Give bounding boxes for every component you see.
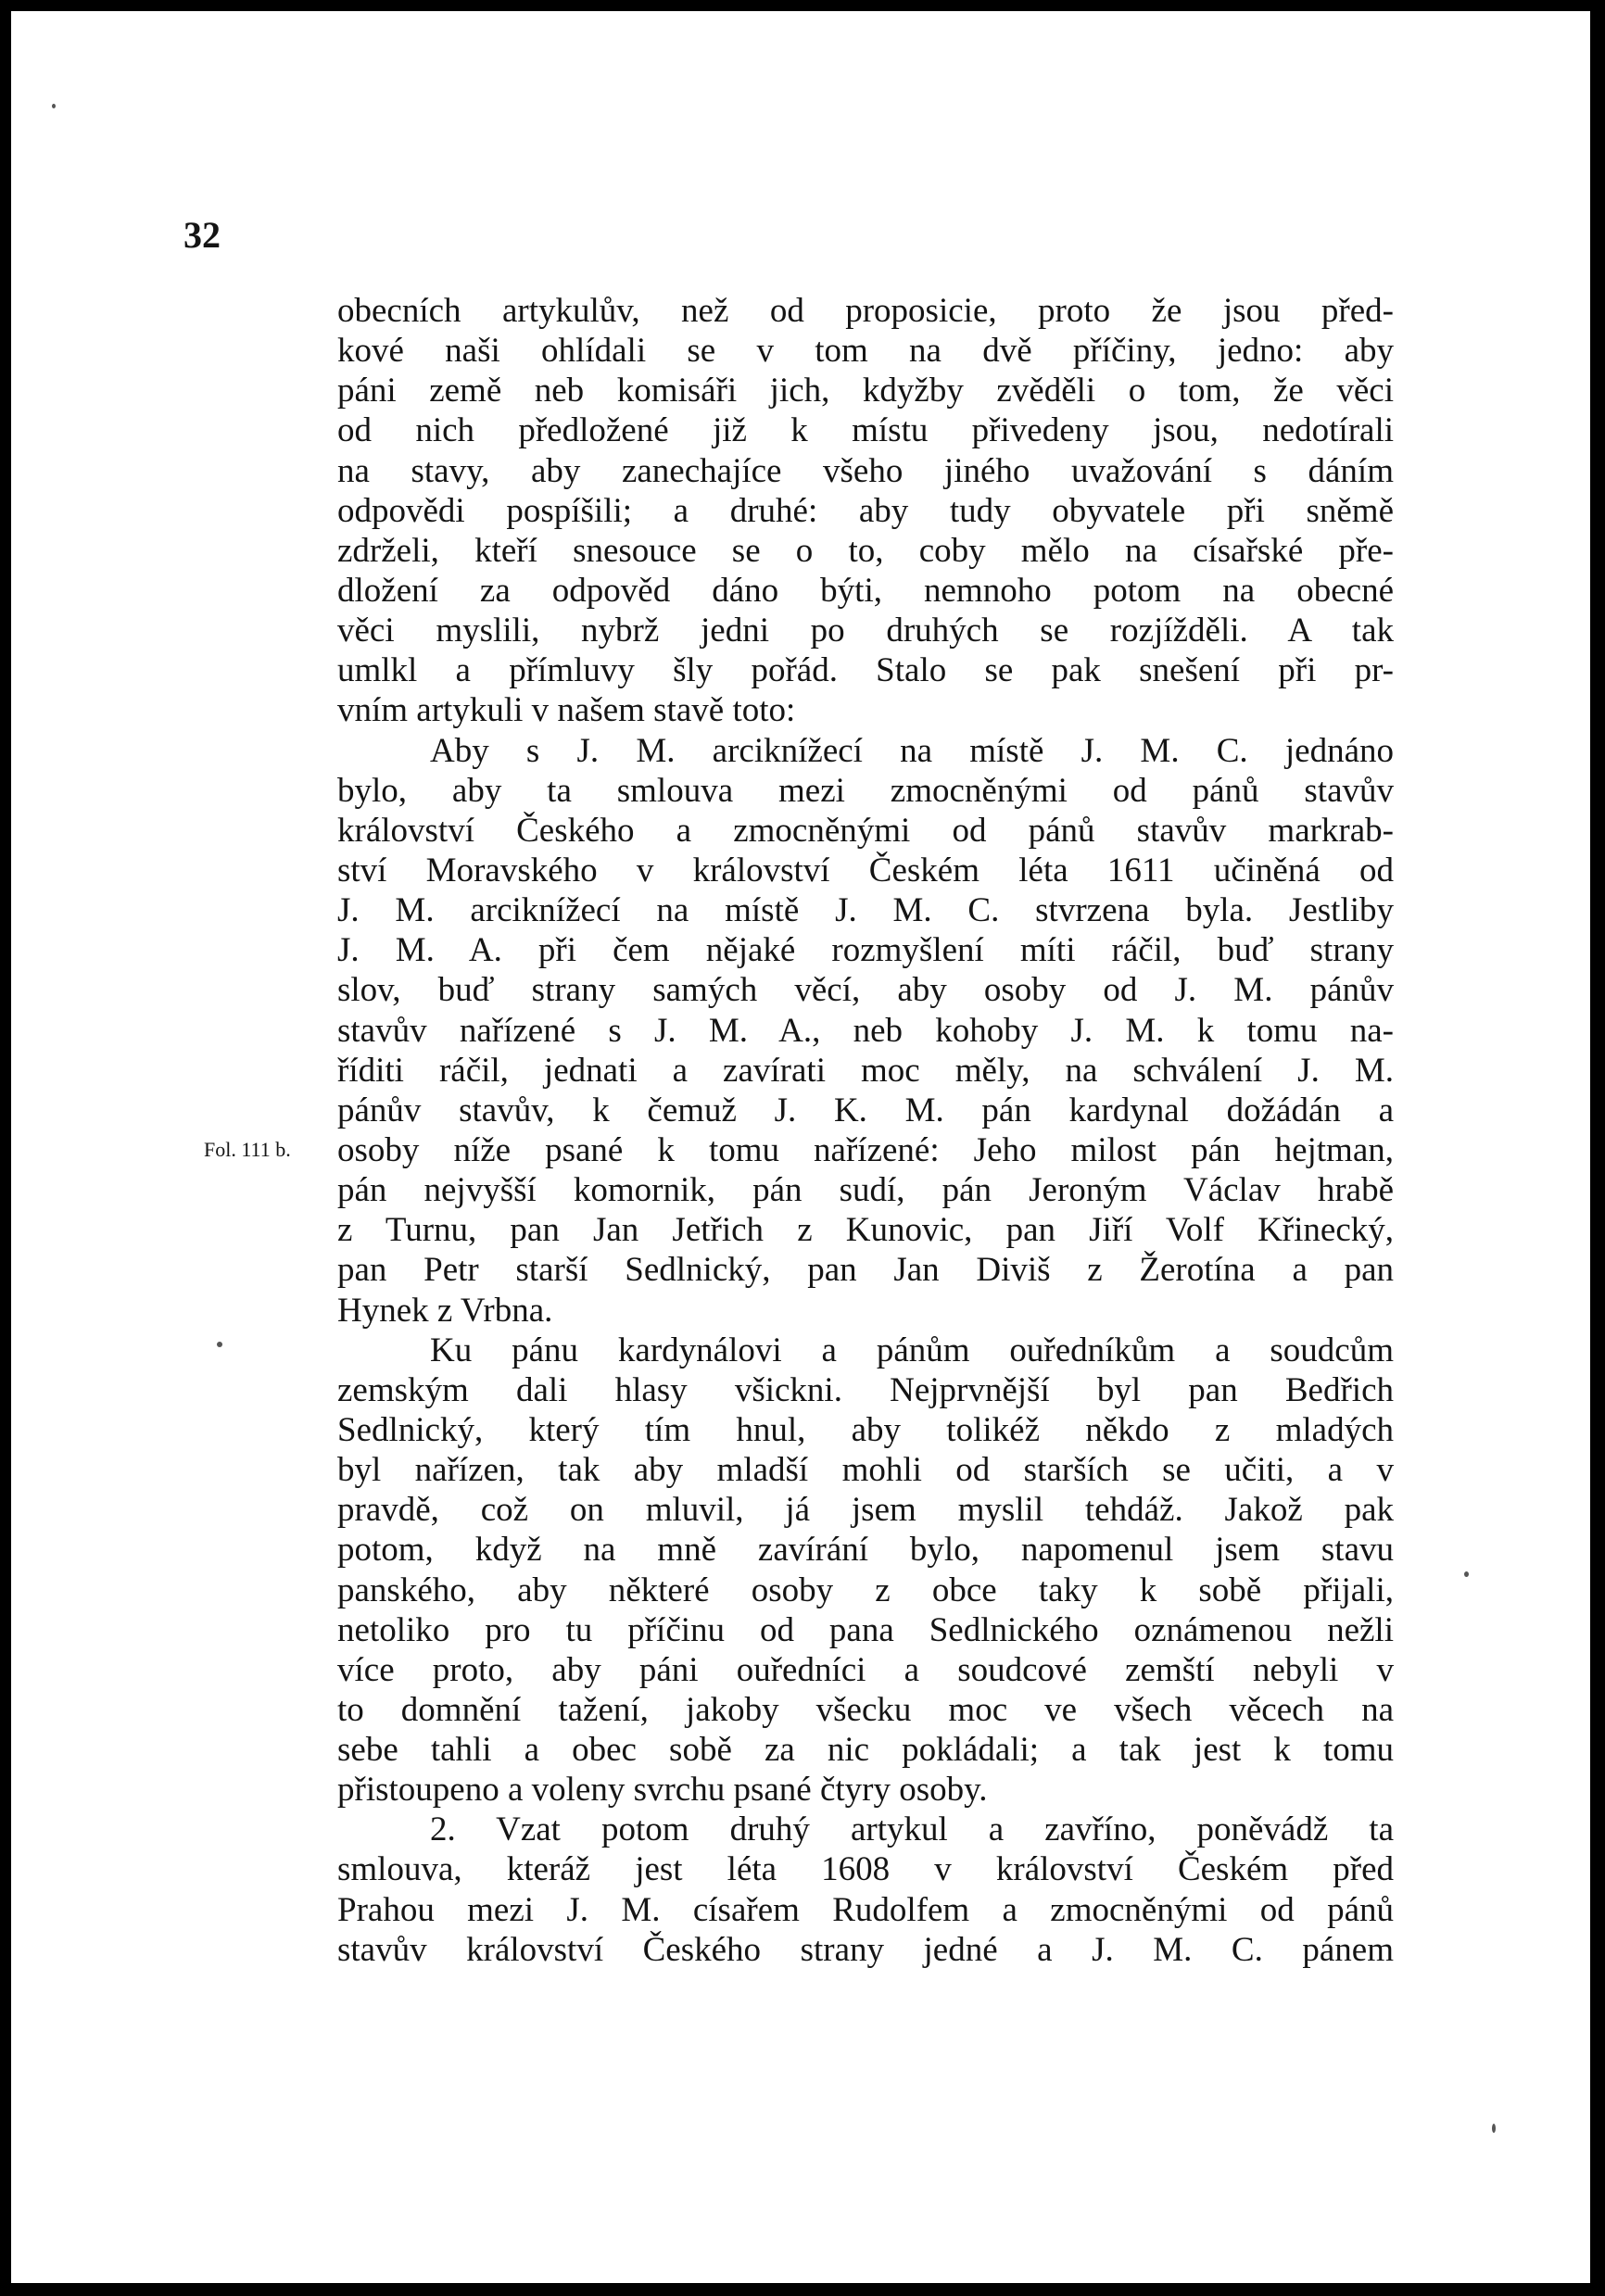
text-line: z Turnu, pan Jan Jetřich z Kunovic, pan Jiří Volf Křinecký, bbox=[337, 1211, 1394, 1250]
margin-note-folio: Fol. 111 b. bbox=[204, 1138, 291, 1161]
text-line: J. M. A. při čem nějaké rozmyšlení míti ráčil, buď strany bbox=[337, 931, 1394, 970]
text-line: pan Petr starší Sedlnický, pan Jan Diviš z Žerotína a pan bbox=[337, 1251, 1394, 1290]
text-line: království Českého a zmocněnými od pánů stavův markrab- bbox=[337, 811, 1394, 850]
text-line: odpovědi pospíšili; a druhé: aby tudy obyvatele při sněmě bbox=[337, 491, 1394, 530]
text-line: Sedlnický, který tím hnul, aby tolikéž někdo z mladých bbox=[337, 1410, 1394, 1449]
text-line: přistoupeno a voleny svrchu psané čtyry osoby. bbox=[337, 1771, 988, 1810]
page-number: 32 bbox=[183, 214, 221, 256]
text-line: sebe tahli a obec sobě za nic pokládali; a tak jest k tomu bbox=[337, 1731, 1394, 1770]
text-line: více proto, aby páni ouředníci a soudcové zemští nebyli v bbox=[337, 1650, 1394, 1689]
text-line: zdrželi, kteří snesouce se o to, coby mělo na císařské pře- bbox=[337, 531, 1394, 570]
text-line: Ku pánu kardynálovi a pánům ouředníkům a soudcům bbox=[430, 1331, 1394, 1369]
text-line: J. M. arciknížecí na místě J. M. C. stvrzena byla. Jestliby bbox=[337, 891, 1394, 930]
text-line: slov, buď strany samých věcí, aby osoby od J. M. pánův bbox=[337, 971, 1394, 1010]
text-line: věci myslili, nybrž jedni po druhých se rozjížděli. A tak bbox=[337, 612, 1394, 650]
text-line: stavův království Českého strany jedné a J. M. C. pánem bbox=[337, 1930, 1394, 1969]
text-line: 2. Vzat potom druhý artykul a zavříno, poněvádž ta bbox=[430, 1810, 1394, 1849]
text-line: panského, aby některé osoby z obce taky k sobě přijali, bbox=[337, 1571, 1394, 1609]
text-line: Hynek z Vrbna. bbox=[337, 1291, 553, 1330]
text-line: kové naši ohlídali se v tom na dvě příčiny, jedno: aby bbox=[337, 332, 1394, 371]
text-line: od nich předložené již k místu přivedeny jsou, nedotírali bbox=[337, 411, 1394, 450]
text-line: bylo, aby ta smlouva mezi zmocněnými od pánů stavův bbox=[337, 771, 1394, 810]
text-line: umlkl a přímluvy šly pořád. Stalo se pak snešení při pr- bbox=[337, 651, 1394, 690]
text-line: páni země neb komisáři jich, kdyžby zvěděli o tom, že věci bbox=[337, 372, 1394, 410]
paper-speck bbox=[1492, 2124, 1496, 2133]
text-line: obecních artykulův, než od proposicie, proto že jsou před- bbox=[337, 292, 1394, 330]
text-line: to domnění tažení, jakoby všecku moc ve všech věcech na bbox=[337, 1690, 1394, 1729]
text-line: říditi ráčil, jednati a zavírati moc měly, na schválení J. M. bbox=[337, 1051, 1394, 1090]
text-line: byl nařízen, tak aby mladší mohli od starších se učiti, a v bbox=[337, 1451, 1394, 1490]
text-line: netoliko pro tu příčinu od pana Sedlnického oznámenou nežli bbox=[337, 1610, 1394, 1649]
paper-speck bbox=[1464, 1571, 1469, 1577]
text-line: dložení za odpověd dáno býti, nemnoho potom na obecné bbox=[337, 571, 1394, 610]
text-line: pravdě, což on mluvil, já jsem myslil tehdáž. Jakož pak bbox=[337, 1491, 1394, 1530]
text-line: pánův stavův, k čemuž J. K. M. pán kardynal dožádán a bbox=[337, 1091, 1394, 1129]
paper-speck bbox=[52, 104, 56, 108]
document-page bbox=[11, 11, 1590, 2283]
text-line: zemským dali hlasy všickni. Nejprvnější byl pan Bedřich bbox=[337, 1370, 1394, 1409]
body-text bbox=[337, 291, 1394, 1970]
text-line: Prahou mezi J. M. císařem Rudolfem a zmocněnými od pánů bbox=[337, 1890, 1394, 1929]
text-line: smlouva, kteráž jest léta 1608 v království Českém před bbox=[337, 1850, 1394, 1889]
text-line: stavův nařízené s J. M. A., neb kohoby J. M. k tomu na- bbox=[337, 1011, 1394, 1050]
text-line: pán nejvyšší komornik, pán sudí, pán Jeroným Václav hrabě bbox=[337, 1171, 1394, 1210]
paper-speck bbox=[217, 1342, 222, 1347]
text-line: osoby níže psané k tomu nařízené: Jeho milost pán hejtman, bbox=[337, 1130, 1394, 1169]
text-line: na stavy, aby zanechajíce všeho jiného uvažování s dáním bbox=[337, 451, 1394, 490]
text-line: potom, když na mně zavírání bylo, napomenul jsem stavu bbox=[337, 1531, 1394, 1570]
text-line: Aby s J. M. arciknížecí na místě J. M. C. jednáno bbox=[430, 731, 1394, 770]
text-line: ství Moravského v království Českém léta 1611 učiněná od bbox=[337, 851, 1394, 889]
text-line: vním artykuli v našem stavě toto: bbox=[337, 691, 796, 730]
